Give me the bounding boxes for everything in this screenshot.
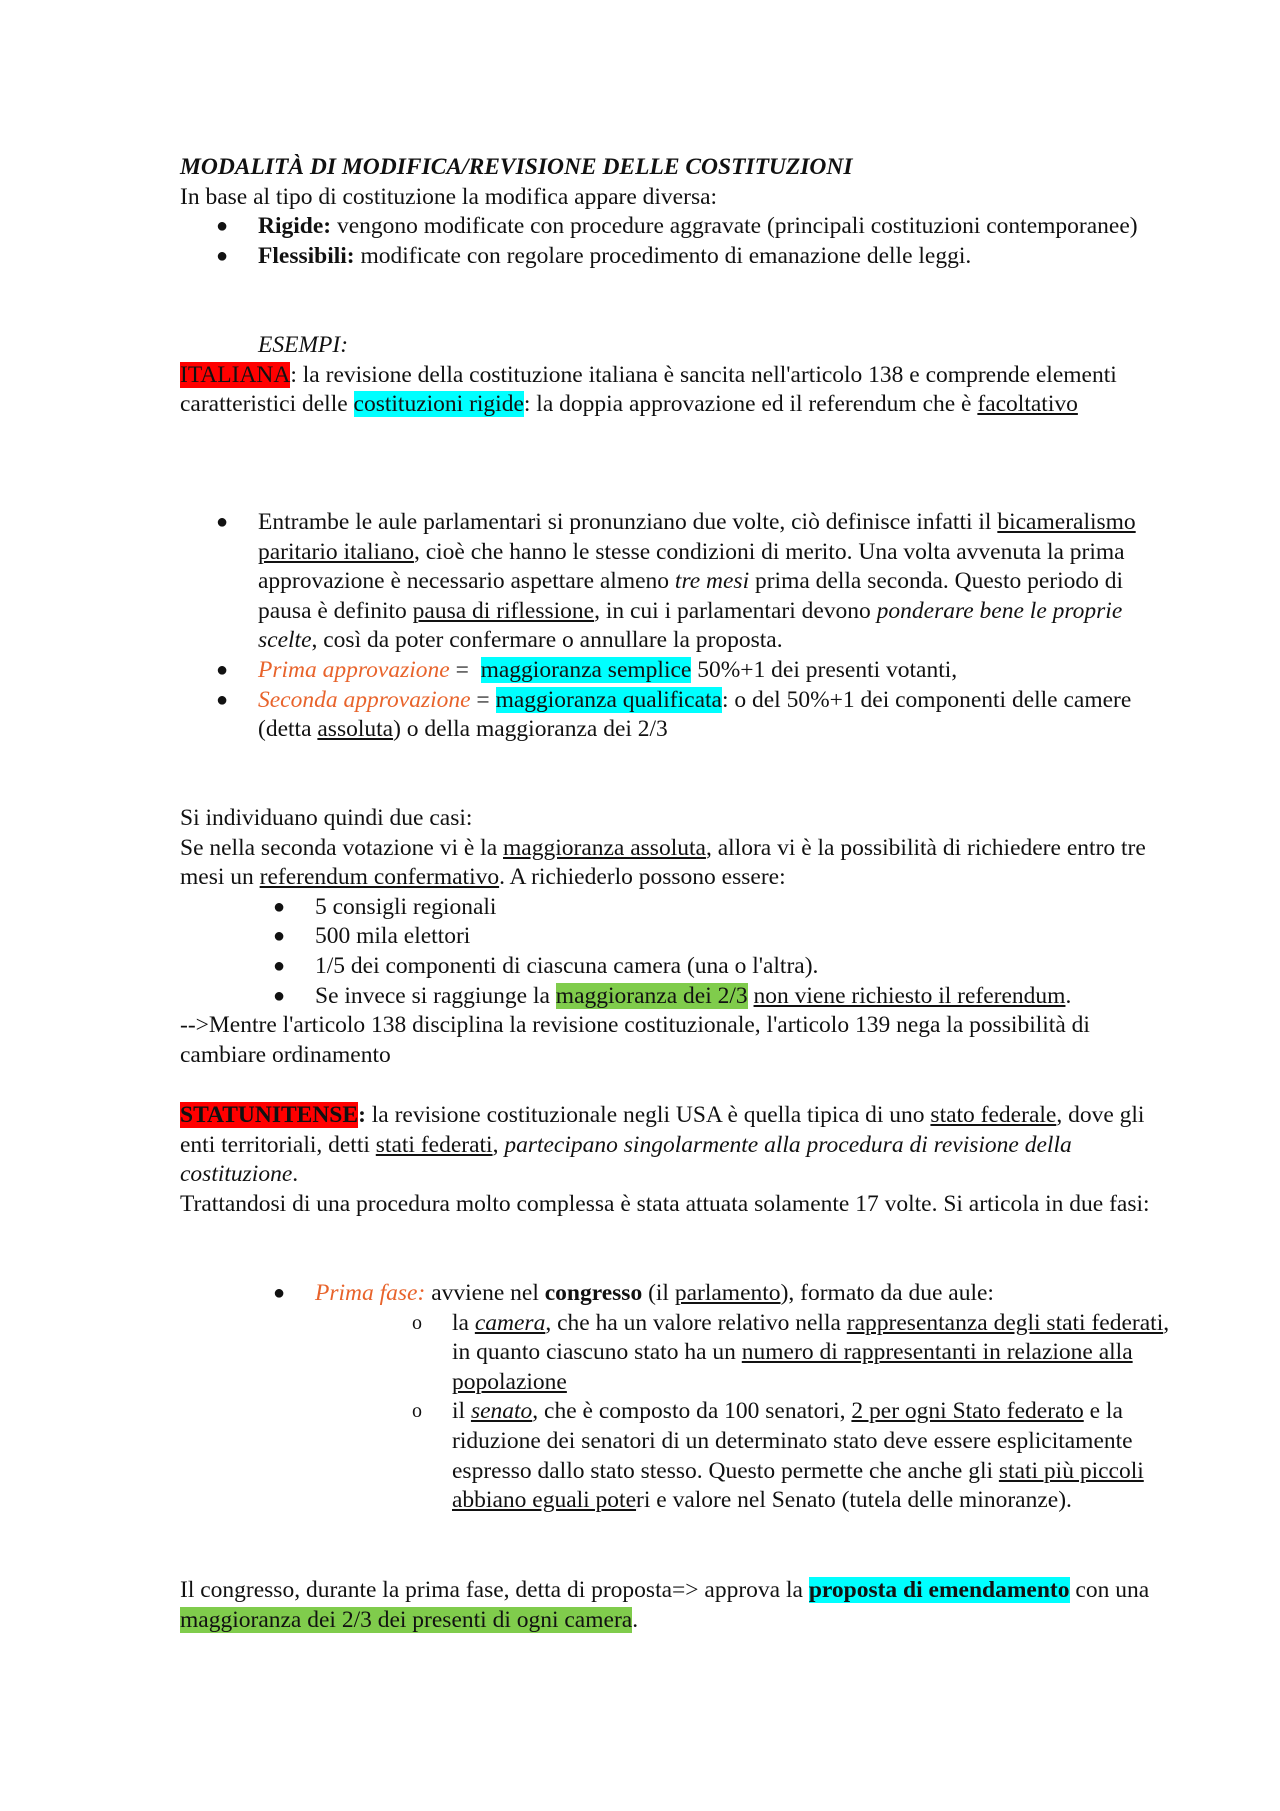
bullet-icon: ●: [273, 1282, 286, 1304]
richiedenti-list: [180, 893, 1170, 1011]
bullet-icon: ●: [216, 688, 229, 711]
bullet-icon: ●: [273, 954, 286, 977]
section-italiana: [180, 331, 1170, 420]
esempi-heading: ESEMPI:: [258, 332, 349, 358]
list-item: o il senato, che è composto da 100 senatori, 2 per ogni Stato federato e la riduzione dei senatori di un determinato stato deve essere esplicitamente espresso dallo stato stesso. Questo permette che anche gli stati più piccoli abbiano eguali poteri e valore nel Senato (tutela delle minoranze).: [412, 1398, 1144, 1514]
bullet-icon: ●: [216, 511, 229, 533]
section-usa: STATUNITENSE: la revisione costituzionale negli USA è quella tipica di uno stato federale, dove gli enti territoriali, detti stati federati, partecipano singolarmente alla procedura di revisione della costituzione. Trattandosi di una procedura molto complessa è stata attuata solamente 17 volte. Si articola in due fasi:: [180, 1101, 1170, 1219]
bullet-icon: ●: [216, 244, 229, 267]
bullet-icon: ●: [273, 895, 286, 918]
types-list: [180, 212, 1170, 271]
list-item: ● 1/5 dei componenti di ciascuna camera (una o l'altra).: [180, 952, 1170, 982]
list-item: ● 500 mila elettori: [180, 922, 1170, 952]
list-item: ● Prima fase: avviene nel congresso (il parlamento), formato da due aule:: [180, 1279, 1170, 1309]
italiana-tag: ITALIANA: [180, 361, 291, 388]
bullet-icon: ●: [273, 925, 286, 948]
circle-bullet-icon: o: [412, 1311, 422, 1334]
fasi-list: [180, 1279, 1170, 1309]
list-item: ● 5 consigli regionali: [180, 893, 1170, 923]
bullet-icon: ●: [273, 984, 286, 1007]
usa-tag: STATUNITENSE: [180, 1102, 359, 1128]
list-item: ● Flessibili: modificate con regolare procedimento di emanazione delle leggi.: [180, 242, 1170, 272]
list-item: ● Se invece si raggiunge la maggioranza dei 2/3 non viene richiesto il referendum.: [180, 982, 1170, 1012]
section-fasi: [180, 1279, 1170, 1516]
section-intro: [180, 153, 1170, 271]
usa-paragraph: STATUNITENSE: la revisione costituzionale negli USA è quella tipica di uno stato federale, dove gli enti territoriali, detti stati federati, partecipano singolarmente alla procedura di revisione della costituzione.: [180, 1102, 1145, 1188]
italiana-paragraph: ITALIANA: la revisione della costituzione italiana è sancita nell'articolo 138 e comprende elementi caratteristici delle costituzioni rigide: la doppia approvazione ed il referendum che è facoltativo: [180, 361, 1117, 418]
approvazione-list: [180, 508, 1170, 745]
list-item: ● Prima approvazione = maggioranza semplice 50%+1 dei presenti votanti,: [180, 656, 1170, 686]
list-item: ● Seconda approvazione = maggioranza qualificata: o del 50%+1 dei componenti delle camere (detta assoluta) o della maggioranza dei 2/3: [216, 686, 1132, 743]
intro-text: In base al tipo di costituzione la modifica appare diversa:: [180, 183, 718, 210]
section-casi: Si individuano quindi due casi: Se nella seconda votazione vi è la maggioranza assoluta, allora vi è la possibilità di richiedere entro tre mesi un referendum confermativo. A richiederlo possono essere: ● 5 consigli regionali ● 500 mila elettori ● 1/5 dei componenti di ciascuna camera (una o l'altra). ● Se invece si raggiunge la maggioranza dei 2/3 non viene richiesto il referendum. -->Mentre l'articolo 138 disciplina la revisione costituzionale, l'articolo 139 nega la possibilità di cambiare ordinamento: [180, 804, 1170, 1070]
section-congresso: [180, 1576, 1170, 1635]
list-item: ● Rigide: vengono modificate con procedure aggravate (principali costituzioni contemporanee): [180, 212, 1170, 242]
list-item: ● Entrambe le aule parlamentari si pronunziano due volte, ciò definisce infatti il bicameralismo paritario italiano, cioè che hanno le stesse condizioni di merito. Una volta avvenuta la prima approvazione è necessario aspettare almeno tre mesi prima della seconda. Questo periodo di pausa è definito pausa di riflessione, in cui i parlamentari devono ponderare bene le proprie scelte, così da poter confermare o annullare la proposta.: [216, 509, 1136, 654]
section-bullets-it: [180, 508, 1170, 745]
bullet-icon: ●: [216, 215, 229, 238]
list-item: o la camera, che ha un valore relativo nella rappresentanza degli stati federati, in quanto ciascuno stato ha un numero di rappresentanti in relazione alla popolazione: [412, 1309, 1170, 1395]
circle-bullet-icon: o: [412, 1400, 422, 1423]
congresso-paragraph: Il congresso, durante la prima fase, detta di proposta=> approva la proposta di emendamento con una maggioranza dei 2/3 dei presenti di ogni camera.: [180, 1577, 1150, 1633]
bullet-icon: ●: [216, 658, 229, 681]
aule-list: [180, 1309, 1170, 1516]
page-title: MODALITÀ DI MODIFICA/REVISIONE DELLE COSTITUZIONI: [180, 154, 853, 180]
mentre-text: -->Mentre l'articolo 138 disciplina la revisione costituzionale, l'articolo 139 nega la possibilità di cambiare ordinamento: [180, 1012, 1090, 1068]
